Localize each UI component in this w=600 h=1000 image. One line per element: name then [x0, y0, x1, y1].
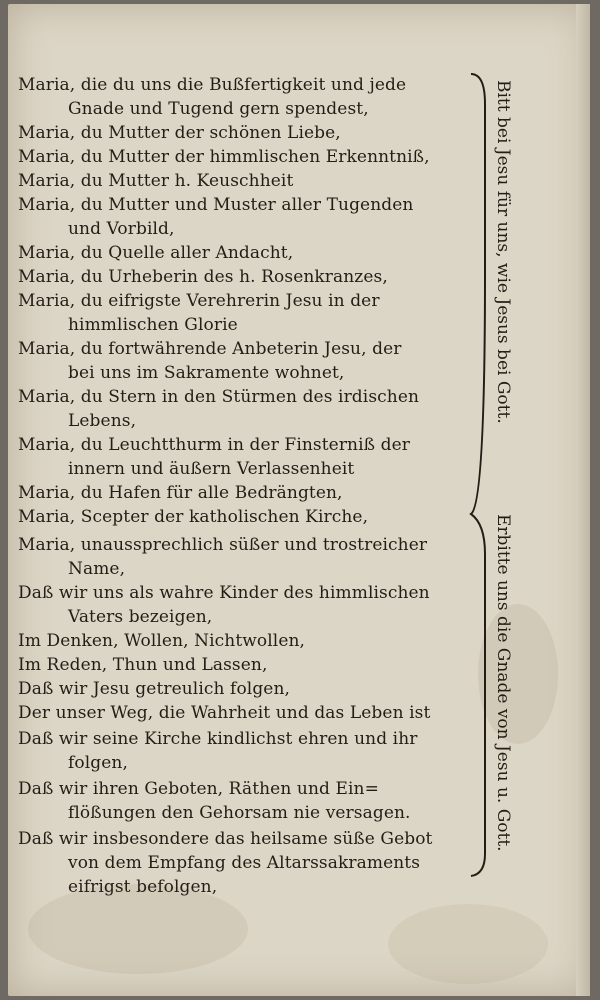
text-line: Maria, du Urheberin des h. Rosenkranzes,	[18, 267, 388, 287]
text-line: himmlischen Glorie	[68, 315, 238, 335]
text-line: Im Reden, Thun und Lassen,	[18, 655, 268, 675]
text-line: Maria, du Mutter und Muster aller Tugenden	[18, 195, 414, 215]
side-refrain-bottom: Erbitte uns die Gnade von Jesu u. Gott.	[493, 514, 513, 852]
text-line: Maria, unaussprechlich süßer und trostreicher	[18, 535, 428, 555]
text-line: Maria, du Mutter der himmlischen Erkenntniß,	[18, 147, 430, 167]
text-line: Maria, du Quelle aller Andacht,	[18, 243, 294, 263]
text-line: Name,	[68, 559, 126, 579]
page-edge	[576, 4, 590, 996]
text-line: Der unser Weg, die Wahrheit und das Leben ist	[18, 703, 431, 723]
side-refrain-top: Bitt bei Jesu für uns, wie Jesus bei Gott.	[493, 80, 513, 424]
text-line: innern und äußern Verlassenheit	[68, 459, 355, 479]
text-line: eifrigst befolgen,	[68, 877, 218, 897]
text-line: Lebens,	[68, 411, 137, 431]
litany-text	[18, 74, 478, 897]
text-line: Daß wir uns als wahre Kinder des himmlischen	[18, 583, 430, 603]
text-line: Maria, du Leuchtthurm in der Finsterniß der	[18, 435, 410, 455]
text-line: Gnade und Tugend gern spendest,	[68, 99, 369, 119]
text-line: flößungen den Gehorsam nie versagen.	[68, 803, 411, 823]
text-line: Maria, du Mutter h. Keuschheit	[18, 171, 294, 191]
paper-stain	[388, 904, 548, 984]
text-line: Maria, du eifrigste Verehrerin Jesu in der	[18, 291, 380, 311]
text-line: Maria, du Stern in den Stürmen des irdischen	[18, 387, 420, 407]
text-line: Daß wir insbesondere das heilsame süße Gebot	[18, 829, 433, 849]
text-line: folgen,	[68, 753, 128, 773]
text-line: Maria, du Hafen für alle Bedrängten,	[18, 483, 343, 503]
text-line: und Vorbild,	[68, 219, 175, 239]
text-line: Maria, du fortwährende Anbeterin Jesu, der	[18, 339, 402, 359]
text-line: Maria, du Mutter der schönen Liebe,	[18, 123, 341, 143]
text-line: von dem Empfang des Altarssakraments	[68, 853, 421, 873]
text-line: Im Denken, Wollen, Nichtwollen,	[18, 631, 306, 651]
text-line: bei uns im Sakramente wohnet,	[68, 363, 345, 383]
text-line: Maria, Scepter der katholischen Kirche,	[18, 507, 369, 527]
text-line: Maria, die du uns die Bußfertigkeit und jede	[18, 75, 407, 95]
page	[8, 4, 590, 996]
text-line: Daß wir seine Kirche kindlichst ehren und ihr	[18, 729, 418, 749]
text-line: Vaters bezeigen,	[68, 607, 213, 627]
text-line: Daß wir ihren Geboten, Räthen und Ein=	[18, 779, 379, 799]
text-line: Daß wir Jesu getreulich folgen,	[18, 679, 291, 699]
